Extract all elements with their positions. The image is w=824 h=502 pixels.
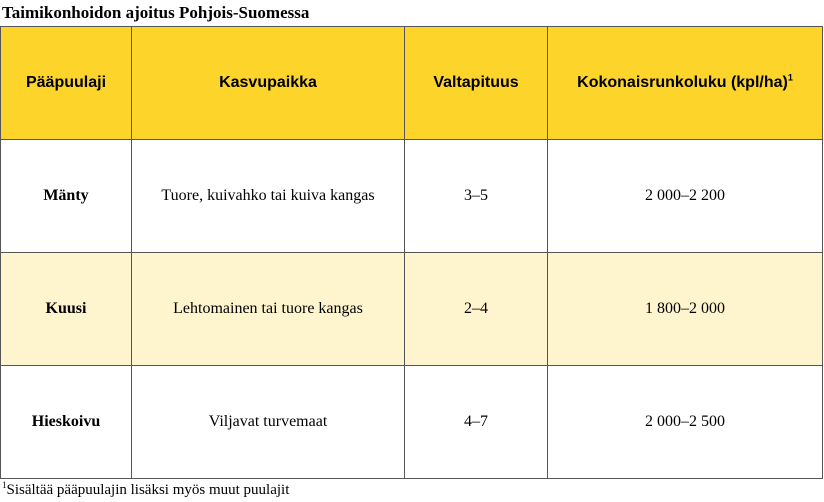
table-row bbox=[1, 366, 823, 479]
cell-height: 2–4 bbox=[405, 253, 548, 366]
cell-species: Mänty bbox=[1, 140, 132, 253]
cell-count: 2 000–2 200 bbox=[548, 140, 823, 253]
header-label: Valtapituus bbox=[433, 74, 519, 91]
header-cell-main-species bbox=[1, 27, 132, 140]
header-label: Kasvupaikka bbox=[219, 74, 317, 91]
cell-species: Hieskoivu bbox=[1, 366, 132, 479]
cell-site: Tuore, kuivahko tai kuiva kangas bbox=[132, 140, 405, 253]
header-cell-dominant-height bbox=[405, 27, 548, 140]
cell-count: 1 800–2 000 bbox=[548, 253, 823, 366]
footnote-marker: 1 bbox=[787, 72, 793, 83]
footnote bbox=[2, 481, 289, 499]
header-cell-stem-count bbox=[548, 27, 823, 140]
footnote-text: Sisältää pääpuulajin lisäksi myös muut puulajit bbox=[6, 482, 290, 498]
cell-site: Viljavat turvemaat bbox=[132, 366, 405, 479]
thinning-schedule-table bbox=[0, 26, 823, 479]
table-header-row bbox=[1, 27, 823, 140]
table-row bbox=[1, 253, 823, 366]
table-title: Taimikonhoidon ajoitus Pohjois-Suomessa bbox=[2, 3, 310, 22]
cell-height: 3–5 bbox=[405, 140, 548, 253]
cell-species: Kuusi bbox=[1, 253, 132, 366]
footnote-marker: 1 bbox=[2, 480, 7, 490]
header-label: Pääpuulaji bbox=[25, 74, 107, 91]
cell-site: Lehtomainen tai tuore kangas bbox=[132, 253, 405, 366]
cell-height: 4–7 bbox=[405, 366, 548, 479]
table-row bbox=[1, 140, 823, 253]
header-cell-site-type bbox=[132, 27, 405, 140]
cell-count: 2 000–2 500 bbox=[548, 366, 823, 479]
header-label: Kokonaisrunkoluku (kpl/ha) bbox=[577, 74, 788, 91]
